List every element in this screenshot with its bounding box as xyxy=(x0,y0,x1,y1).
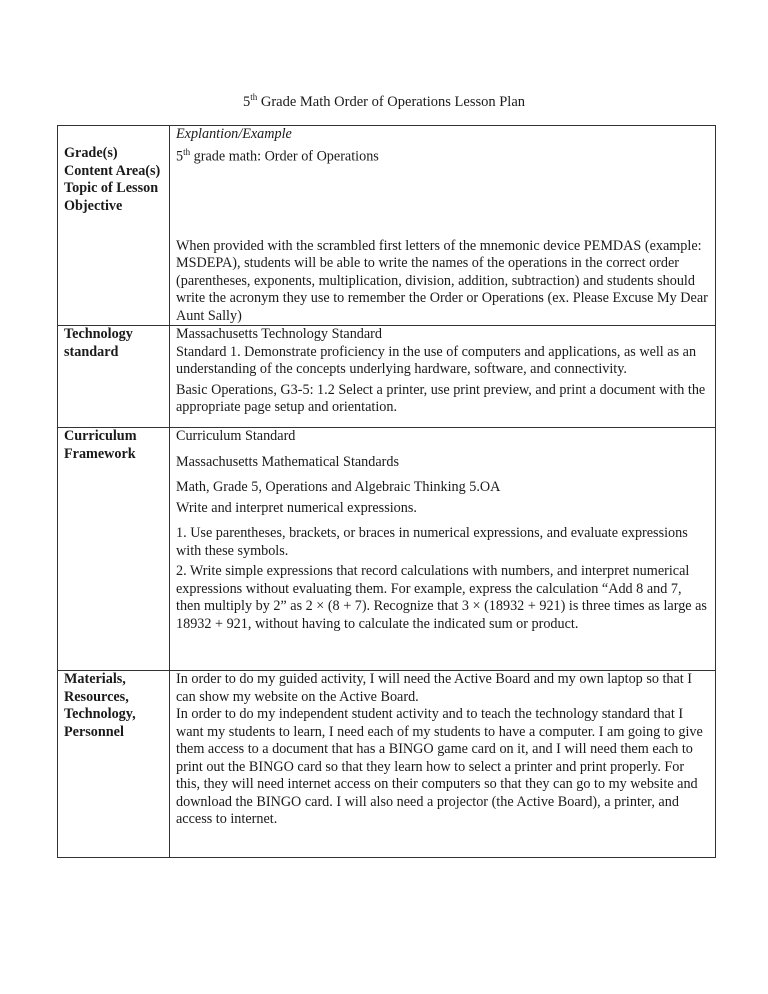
value-cell xyxy=(170,126,716,326)
curriculum-domain: Math, Grade 5, Operations and Algebraic Thinking 5.OA xyxy=(176,479,501,496)
table-row xyxy=(58,126,716,326)
label-objective: Objective xyxy=(64,197,123,214)
materials-paragraph-2: In order to do my independent student activity and to teach the technology standard that I want my students to learn, I need each of my students to have a computer. I am going to give them access to a document that has a BINGO game card on it, and I will need them each to print out the BINGO card so that they learn how to select a printer and print properly. For this, they will need internet access on their computers so that they can go to my website and download the BINGO card. I will also need a projector (the Active Board), a printer, and access to internet. xyxy=(176,706,703,828)
label-curriculum-framework: Curriculum Framework xyxy=(64,428,137,462)
label-cell xyxy=(58,428,170,671)
table-row xyxy=(58,326,716,428)
table-row xyxy=(58,428,716,671)
curriculum-item-2: 2. Write simple expressions that record calculations with numbers, and interpret numerical expressions without evaluating them. For example, express the calculation “Add 8 and 7, then multiply by 2” as 2 × (8 + 7). Recognize that 3 × (18932 + 921) is three times as large as 18932 + 921, without having to calculate the indicated sum or product. xyxy=(176,563,707,632)
label-cell xyxy=(58,126,170,326)
materials-paragraph-1: In order to do my guided activity, I will need the Active Board and my own laptop so that I can show my website on the Active Board. xyxy=(176,671,693,705)
label-topic: Topic of Lesson xyxy=(64,180,159,196)
technology-standard-text: Standard 1. Demonstrate proficiency in the use of computers and applications, as well as an understanding of the concepts underlying hardware, software, and connectivity. xyxy=(176,343,697,378)
label-materials: Materials, Resources, Technology, Personnel xyxy=(64,671,136,740)
objective-text: When provided with the scrambled first letters of the mnemonic device PEMDAS (example: MSDEPA), students will be able to write the names of the operations in the correct order (parentheses, exponents, multiplication, division, addition, subtraction) and students should write the acronym they use to remember the Order or Operations (ex. Please Excuse My Dear Aunt Sally) xyxy=(176,237,708,324)
document-title: 5th Grade Math Order of Operations Lesson Plan xyxy=(242,92,526,110)
curriculum-heading: Curriculum Standard xyxy=(176,428,296,445)
basic-operations-text: Basic Operations, G3-5: 1.2 Select a printer, use print preview, and print a document with the appropriate page setup and orientation. xyxy=(176,381,706,416)
math-standards-title: Massachusetts Mathematical Standards xyxy=(176,453,400,470)
value-cell xyxy=(170,428,716,671)
label-content-area: Content Area(s) xyxy=(64,162,161,179)
label-cell xyxy=(58,326,170,428)
curriculum-cluster: Write and interpret numerical expressions. xyxy=(176,499,417,516)
grade-topic: 5th grade math: Order of Operations xyxy=(176,146,379,165)
technology-standard-heading: Massachusetts Technology Standard xyxy=(176,326,383,343)
label-cell xyxy=(58,671,170,858)
table-row xyxy=(58,671,716,858)
value-cell xyxy=(170,326,716,428)
example-heading: Explantion/Example xyxy=(176,126,292,142)
lesson-plan-table xyxy=(57,125,716,858)
label-technology-standard: Technology standard xyxy=(64,326,133,360)
value-cell xyxy=(170,671,716,858)
curriculum-item-1: 1. Use parentheses, brackets, or braces in numerical expressions, and evaluate expressions with these symbols. xyxy=(176,525,688,559)
label-grades: Grade(s) xyxy=(64,145,118,161)
